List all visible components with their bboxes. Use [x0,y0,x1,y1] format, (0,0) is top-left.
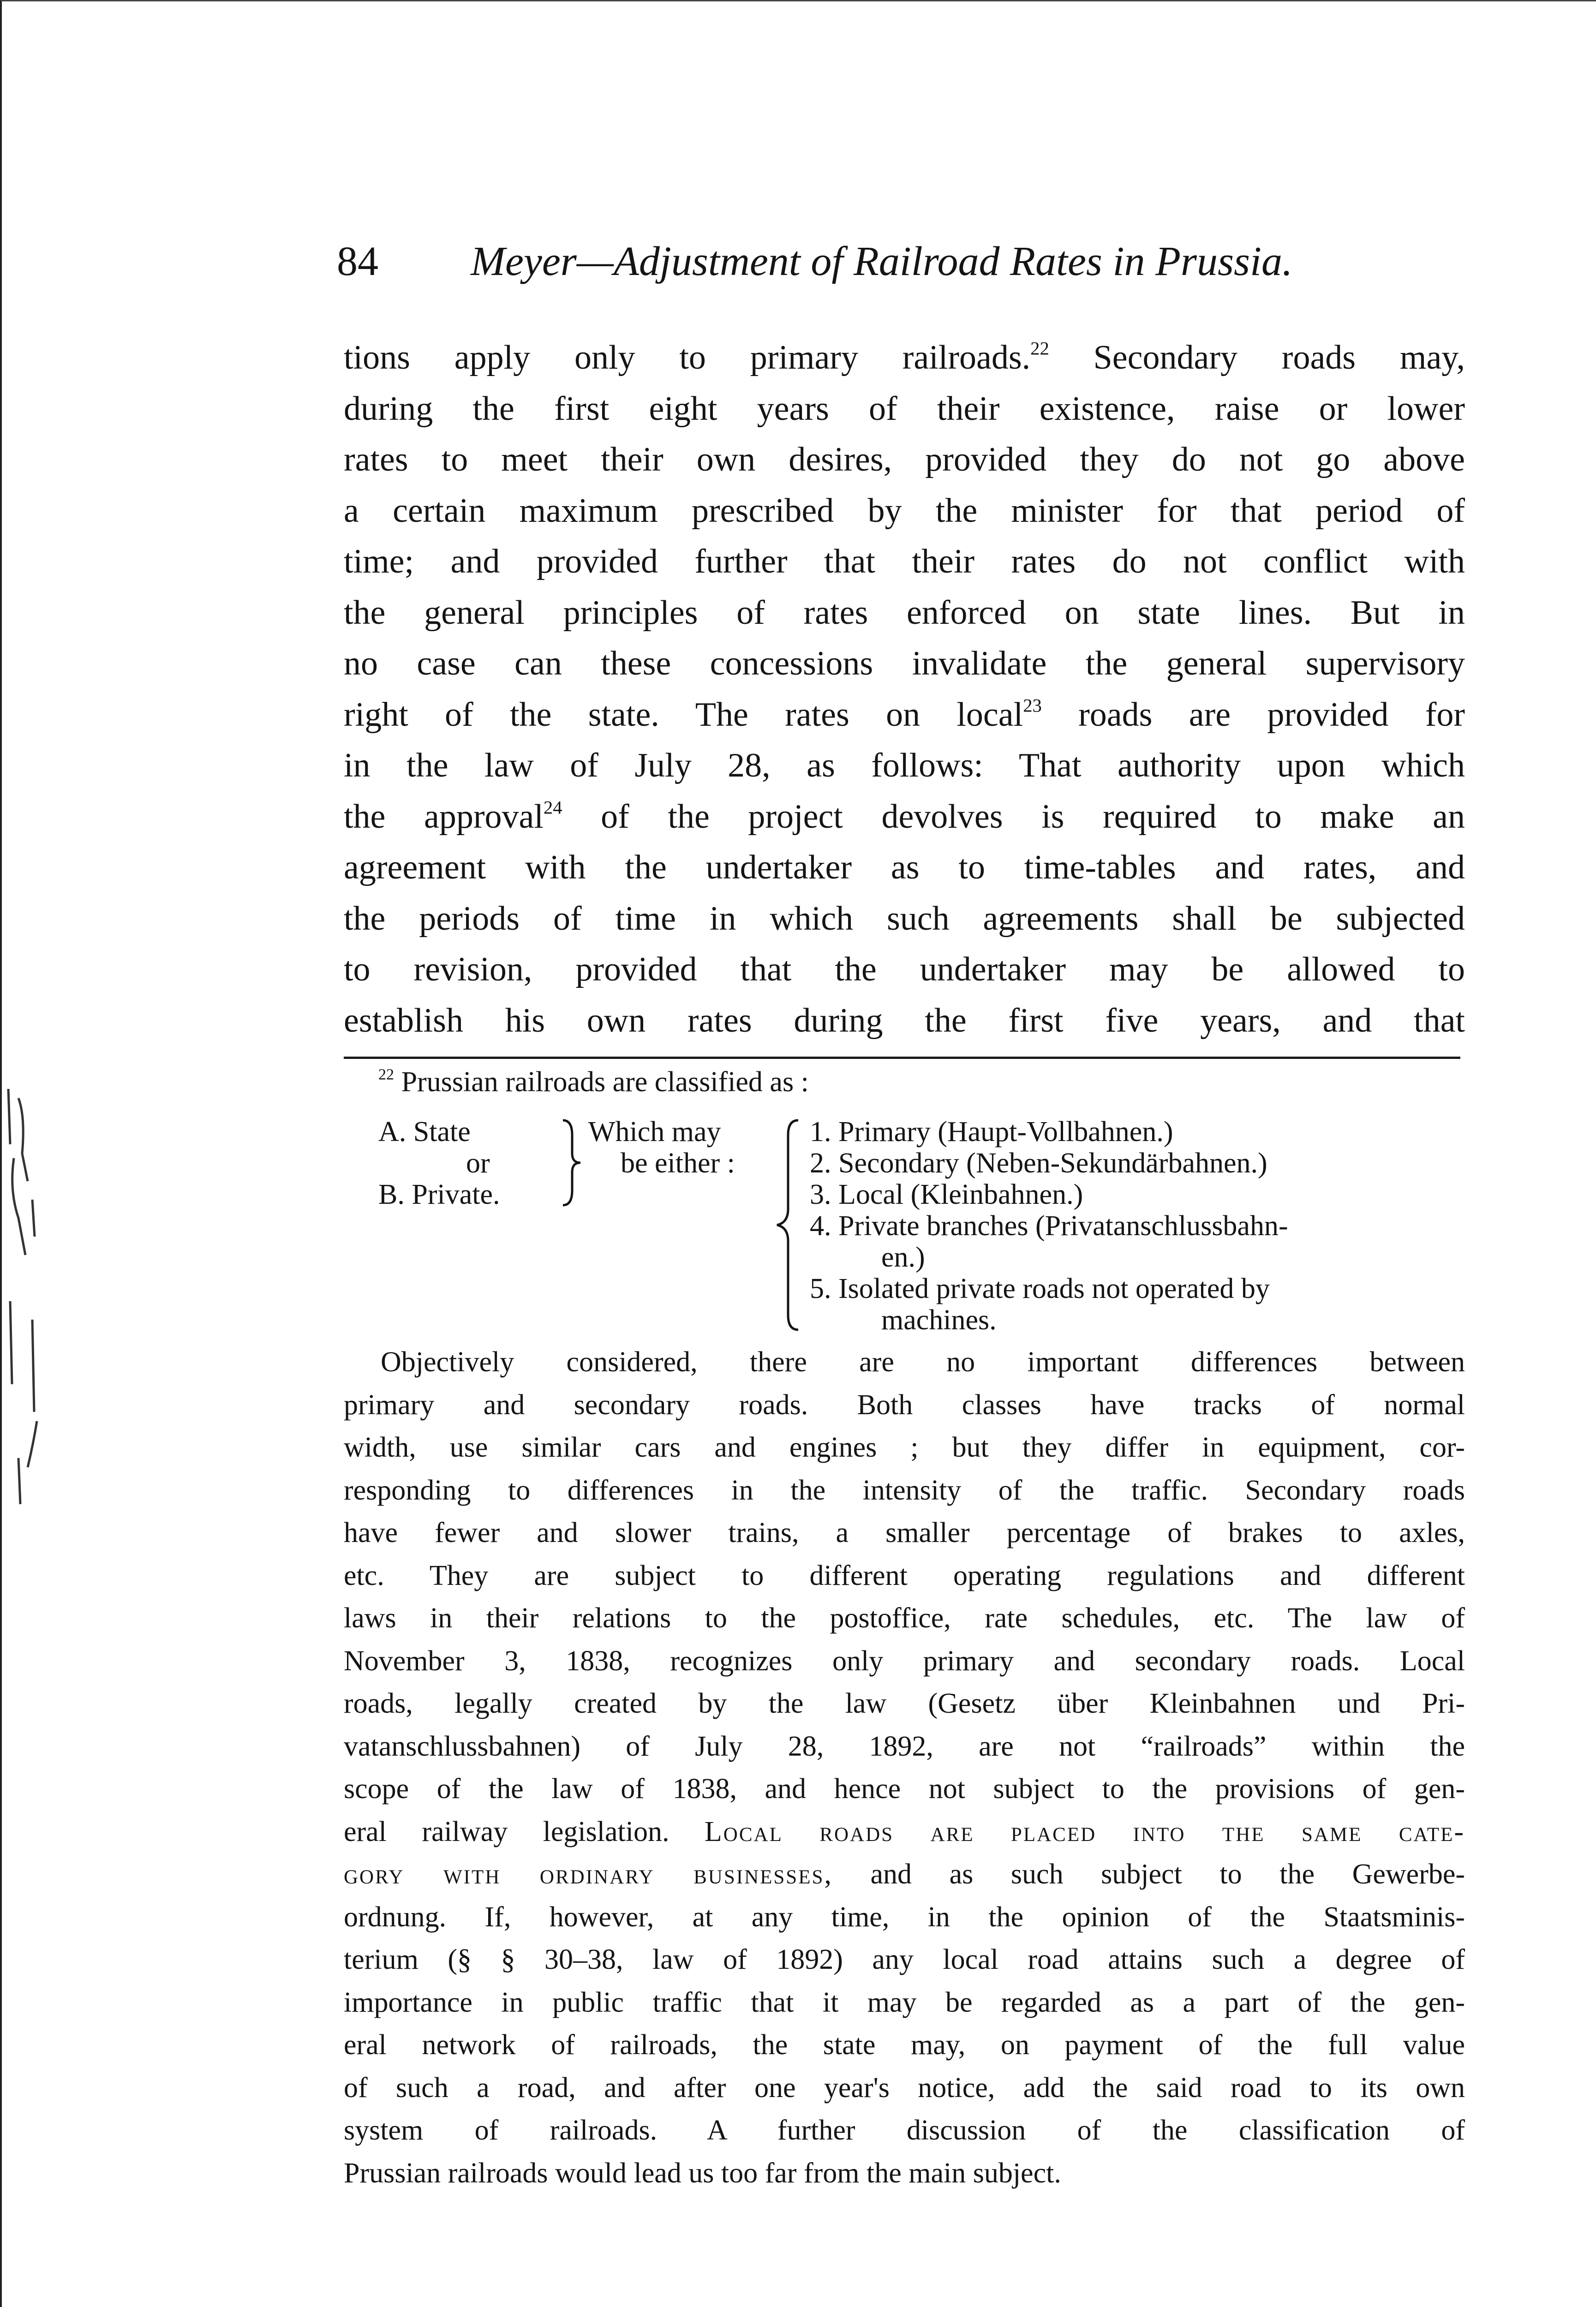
body-line [344,332,1465,383]
page-number: 84 [337,239,378,284]
footnote-line: ordnung. If, however, at any time, in the opinion of the Staatsminis- [344,1901,1465,1933]
body-line: agreement with the undertaker as to time-tables and rates, and [344,849,1465,886]
footnote-text-span: and as such subject to the Gewerbe- [870,1859,1465,1890]
body-line [344,689,1465,741]
class-state: A. State [378,1116,471,1148]
footnote-line: system of railroads. A further discussion of the classification of [344,2115,1465,2146]
footnote-line: vatanschlussbahnen) of July 28, 1892, are not “railroads” within the [344,1730,1465,1762]
small-caps-text: Local roads are placed into the same cate- [704,1816,1465,1847]
body-line: establish his own rates during the first five years, and that [344,1001,1465,1040]
scan-artifact-marks [0,1061,51,1546]
footnote-line: eral network of railroads, the state may, on payment of the full value [344,2029,1465,2061]
body-line: the general principles of rates enforced on state lines. But in [344,593,1465,632]
body-line: no case can these concessions invalidate the general supervisory [344,645,1465,682]
running-header [337,238,1333,293]
body-text-span: Secondary roads may, [1049,339,1465,377]
class-item-secondary: 2. Secondary (Neben-Sekundärbahnen.) [810,1148,1267,1179]
class-item-private-branches-cont: en.) [881,1242,925,1273]
body-text [344,332,1465,1046]
footnote-line: importance in public traffic that it may be regarded as a part of the gen- [344,1986,1465,2018]
footnote-rule [344,1057,1460,1059]
footnote-line: have fewer and slower trains, a smaller percentage of brakes to axles, [344,1517,1465,1548]
footnote-ref-23: 23 [1023,694,1042,716]
footnote-line: laws in their relations to the postoffice, rate schedules, etc. The law of [344,1602,1465,1634]
footnote-line: responding to differences in the intensity of the traffic. Secondary roads [344,1474,1465,1506]
footnote-22-title [378,1066,809,1099]
body-text-span: of the project devolves is required to make an [562,797,1465,836]
class-item-isolated-cont: machines. [881,1304,997,1336]
opening-brace-right [771,1117,803,1333]
body-text-span: the approval [344,797,544,836]
footnote-marker-22: 22 [378,1066,395,1083]
footnote-line [344,1853,1465,1896]
footnote-22-title-text: Prussian railroads are classified as : [401,1066,809,1098]
body-text-span: roads are provided for [1041,695,1465,734]
class-private: B. Private. [378,1179,500,1210]
body-text-span: tions apply only to primary railroads. [344,339,1031,377]
which-may-text: Which may [588,1116,721,1148]
body-line: a certain maximum prescribed by the minister for that period of [344,491,1465,530]
body-line [344,791,1465,843]
class-or: or [466,1148,490,1179]
small-caps-text: gory with ordinary businesses, [344,1859,833,1890]
footnote-line [344,1811,1465,1853]
class-item-private-branches: 4. Private branches (Privatanschlussbahn- [810,1210,1288,1242]
closing-brace-left [558,1117,586,1209]
footnote-line: November 3, 1838, recognizes only primary and secondary roads. Local [344,1645,1465,1677]
body-line: to revision, provided that the undertaker may be allowed to [344,950,1465,988]
footnote-line: primary and secondary roads. Both classes have tracks of normal [344,1389,1465,1421]
footnote-ref-22: 22 [1030,338,1049,359]
footnote-ref-24: 24 [543,796,562,818]
class-item-local: 3. Local (Kleinbahnen.) [810,1179,1083,1210]
be-either-text: be either : [621,1148,735,1179]
body-line: during the first eight years of their existence, raise or lower [344,389,1465,428]
body-line: time; and provided further that their rates do not conflict with [344,543,1465,580]
running-title: Meyer—Adjustment of Railroad Rates in Prussia. [471,239,1293,284]
footnote-line: terium (§ § 30–38, law of 1892) any local road attains such a degree of [344,1944,1465,1975]
footnote-line: width, use similar cars and engines ; but they differ in equipment, cor- [344,1432,1465,1463]
body-line: rates to meet their own desires, provided they do not go above [344,441,1465,478]
class-item-isolated: 5. Isolated private roads not operated by [810,1273,1270,1304]
footnote-22-paragraph [344,1341,1465,2194]
body-text-span: right of the state. The rates on local [344,695,1023,734]
footnote-line: roads, legally created by the law (Gesetz über Kleinbahnen und Pri- [344,1688,1465,1719]
footnote-text-span: eral railway legislation. [344,1816,669,1847]
footnote-line: scope of the law of 1838, and hence not subject to the provisions of gen- [344,1773,1465,1805]
footnote-line: Objectively considered, there are no important differences between [381,1346,1465,1378]
body-line: the periods of time in which such agreements shall be subjected [344,899,1465,938]
footnote-line: Prussian railroads would lead us too far from the main subject. [344,2157,1061,2189]
footnote-line: of such a road, and after one year's notice, add the said road to its own [344,2072,1465,2104]
body-line: in the law of July 28, as follows: That authority upon which [344,747,1465,784]
class-item-primary: 1. Primary (Haupt-Vollbahnen.) [810,1116,1173,1148]
footnote-line: etc. They are subject to different operating regulations and different [344,1560,1465,1591]
